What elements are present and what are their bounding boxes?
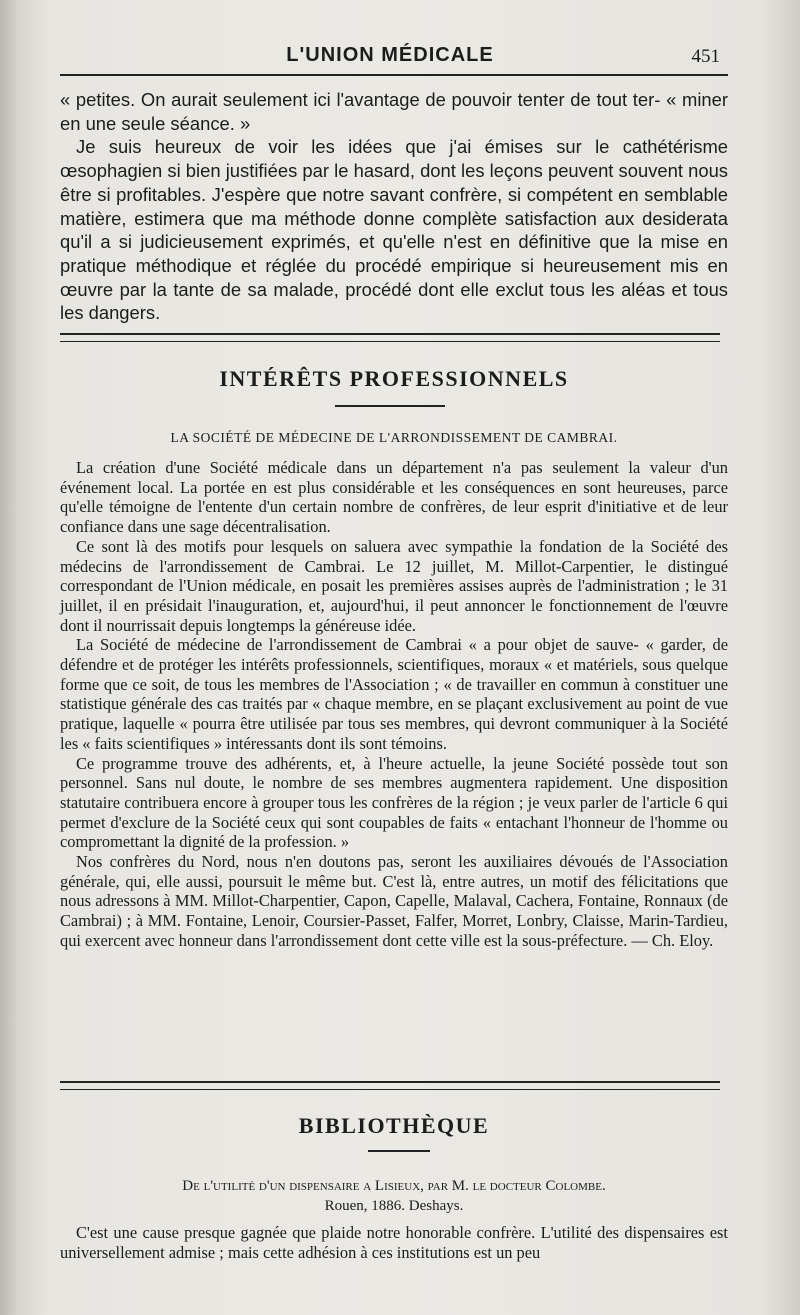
running-title: L'UNION MÉDICALE (286, 44, 494, 66)
body-paragraph: Nos confrères du Nord, nous n'en doutons pas, seront les auxiliaires dévoués de l'Association générale, qui, elle aussi, poursuit le même but. C'est là, entre autres, un motif des félicitations que nous adressons à MM. Millot-Charpentier, Capon, Capelle, Malaval, Cachera, Fontaine, Ronnaux (de Cambrai) ; à MM. Fontaine, Lenoir, Coursier-Passet, Falfer, Morret, Lonbry, Claisse, Marin-Tardieu, qui exercent avec honneur dans l'arrondissement dont cette ville est la sous-préfecture. — Ch. Eloy. (60, 852, 728, 950)
section-bibliotheque-body (60, 1223, 728, 1262)
section-divider (60, 1081, 720, 1090)
book-reference (60, 1176, 728, 1216)
page-header (60, 40, 720, 70)
section-interets-body (60, 458, 728, 951)
section-title-bibliotheque: BIBLIOTHÈQUE (298, 1113, 490, 1138)
body-paragraph: La Société de médecine de l'arrondissement de Cambrai « a pour objet de sauve- « garder, de défendre et de protéger les intérêts professionnels, scientifiques, moraux « et matériels, sous quelque forme que ce soit, de tous les membres de l'Association ; « de travailler en commun à constituer une statistique générale des cas traités par « chaque membre, en se plaçant exclusivement au point de vue pratique, laquelle « pourra être utilisée par tous ses membres, qui devront communiquer à la Société les « faits scientifiques » intéressants dont ils sont témoins. (60, 635, 728, 753)
intro-paragraph: « petites. On aurait seulement ici l'avantage de pouvoir tenter de tout ter- « miner en une seule séance. » (60, 89, 728, 134)
intro-text (60, 88, 728, 325)
header-rule (60, 74, 728, 76)
body-paragraph: Ce programme trouve des adhérents, et, à l'heure actuelle, la jeune Société possède tout son personnel. Sans nul doute, le nombre de ses membres augmentera rapidement. Une disposition statutaire contribuera encore à grouper tous les confrères de la région ; je veux parler de l'article 6 qui permet d'exclure de la Société ceux qui sont coupables de faits « entachant l'honneur de l'homme ou compromettant la dignité de la profession. » (60, 753, 728, 852)
body-paragraph: La création d'une Société médicale dans un département n'a pas seulement la valeur d'un événement local. La portée en est plus considérable et les conséquences en sont heureuses, parce qu'elle témoigne de l'entente d'un certain nombre de confrères, de leur esprit d'initiative et de leur confiance dans une sage décentralisation. (60, 458, 728, 537)
body-paragraph: C'est une cause presque gagnée que plaide notre honorable confrère. L'utilité des dispensaires est universellement admise ; mais cette adhésion à ces institutions est un peu (60, 1223, 728, 1262)
section-divider (60, 333, 720, 342)
body-paragraph: Ce sont là des motifs pour lesquels on saluera avec sympathie la fondation de la Société des médecins de l'arrondissement de Cambrai. Le 12 juillet, M. Millot-Carpentier, le distingué correspondant de l'Union médicale, en posait les premières assises auprès de l'administration ; le 31 juillet, il en présidait l'inauguration, et, aujourd'hui, il peut annoncer le fonctionnement de l'œuvre dont il nourrissait depuis longtemps la généreuse idée. (60, 536, 728, 635)
book-reference-title: De l'utilité d'un dispensaire a Lisieux, par M. le docteur Colombe. (182, 1178, 606, 1194)
page-number: 451 (691, 46, 720, 67)
title-rule (368, 1150, 430, 1152)
intro-paragraph: Je suis heureux de voir les idées que j'ai émises sur le cathétérisme œsophagien si bien justifiées par le hasard, dont les leçons peuvent souvent nous être si profitables. J'espère que notre savant confrère, si compétent en semblable matière, estimera que ma méthode donne complète satisfaction aux desiderata qu'il a si judicieusement exprimés, et qu'elle n'est en définitive que la mise en pratique méthodique et réglée du procédé empirique si heureusement mis en œuvre par la tante de sa malade, procédé dont elle exclut tous les aléas et tous les dangers. (60, 136, 728, 324)
book-reference-publisher: Rouen, 1886. Deshays. (324, 1198, 464, 1214)
section-subtitle: LA SOCIÉTÉ DE MÉDECINE DE L'ARRONDISSEMENT DE CAMBRAI. (170, 430, 618, 445)
section-title-interets: INTÉRÊTS PROFESSIONNELS (219, 366, 569, 391)
title-rule (335, 405, 445, 407)
